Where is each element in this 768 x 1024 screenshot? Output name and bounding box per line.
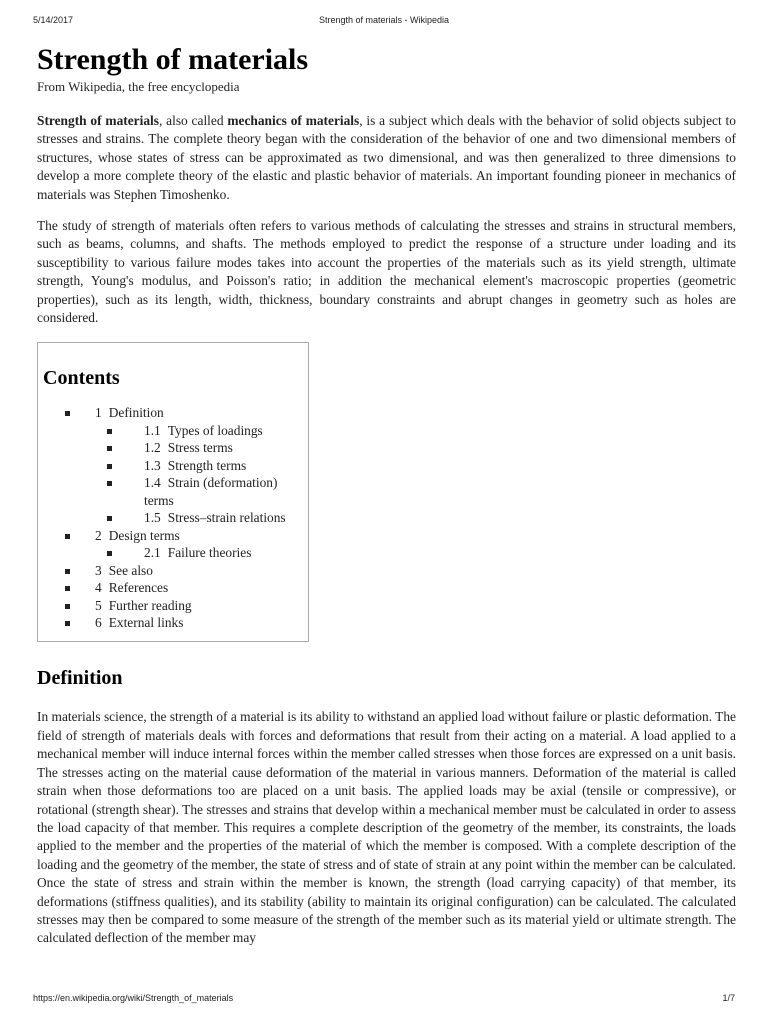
toc-item-number: 3	[95, 562, 102, 578]
toc-item-number: 4	[95, 580, 102, 596]
toc-item-label: See also	[108, 562, 153, 578]
section-heading-definition: Definition	[37, 667, 123, 690]
toc-item-label: Stress terms	[167, 440, 233, 456]
toc-item-see-also[interactable]	[43, 562, 308, 580]
article-tagline: From Wikipedia, the free encyclopedia	[37, 79, 240, 94]
toc-item-number: 1.3	[144, 457, 161, 473]
toc-item-number: 1.4	[144, 475, 161, 491]
article-content	[37, 42, 736, 948]
bullet-icon	[107, 446, 112, 451]
print-footer	[33, 993, 735, 1005]
toc-item-label: Design terms	[108, 527, 180, 543]
toc-item-number: 1.5	[144, 510, 161, 526]
bullet-icon	[65, 534, 70, 539]
toc-list	[43, 404, 308, 632]
print-date: 5/14/2017	[33, 15, 74, 25]
toc-item-label: Strength terms	[167, 457, 247, 473]
toc-item-label: Failure theories	[167, 545, 252, 561]
toc-item-label: External links	[108, 615, 184, 631]
toc-item-strain-terms[interactable]	[95, 474, 308, 509]
bullet-icon	[107, 481, 112, 486]
toc-item-number: 2.1	[144, 545, 161, 561]
toc-title: Contents	[43, 367, 120, 390]
bullet-icon	[65, 569, 70, 574]
intro-paragraph-1	[37, 112, 736, 204]
term-mechanics-of-materials: mechanics of materials	[227, 113, 360, 128]
toc-item-label: Strain (deformation) terms	[144, 475, 278, 508]
toc-sublist	[43, 544, 308, 562]
toc-item-number: 1.2	[144, 440, 161, 456]
toc-item-label: References	[108, 580, 169, 596]
toc-item-external-links[interactable]	[43, 614, 308, 632]
bullet-icon	[65, 621, 70, 626]
toc-item-stress-terms[interactable]	[95, 439, 308, 457]
print-header	[33, 15, 735, 27]
toc-item-strength-terms[interactable]	[95, 457, 308, 475]
bullet-icon	[107, 464, 112, 469]
definition-paragraph: In materials science, the strength of a material is its ability to withstand an applied load without failure or plastic deformation. The field of strength of materials deals with forces and deformations that result from their acting on a material. A load applied to a mechanical member will induce internal forces within the member called stresses when those forces are expressed on a unit basis. The stresses acting on the material cause deformation of the material in various manners. Deformation of the material is called strain when those deformations too are placed on a unit basis. The applied loads may be axial (tensile or compressive), or rotational (strength shear). The stresses and strains that develop within a mechanical member must be calculated in order to assess the load capacity of that member. This requires a complete description of the geometry of the member, its constraints, the loads applied to the member and the properties of the material of which the member is composed. With a complete description of the loading and the geometry of the member, the state of stress and of state of strain at any point within the member can be calculated. Once the state of stress and strain within the member is known, the strength (load carrying capacity) of that member, its deformations (stiffness qualities), and its stability (ability to maintain its original configuration) can be calculated. The calculated stresses may then be compared to some measure of the strength of the member such as its material yield or ultimate strength. The calculated deflection of the member may	[37, 709, 736, 946]
toc-item-number: 5	[95, 597, 102, 613]
intro-text-2: , is a subject which deals with the behavior of solid objects subject to stresses and strains. The complete theory began with the consideration of the behavior of one and two dimensional members of structures, whose states of stress can be approximated as two dimensional, and was then generalized to three dimensions to develop a more complete theory of the elastic and plastic behavior of materials. An important founding pioneer in mechanics of materials was Stephen Timoshenko.	[37, 113, 736, 202]
toc-item-label: Definition	[108, 405, 164, 421]
bullet-icon	[65, 411, 70, 416]
toc-item-failure-theories[interactable]	[95, 544, 308, 562]
toc-item-label: Types of loadings	[167, 422, 263, 438]
toc-item-stress-strain-relations[interactable]	[95, 509, 308, 527]
intro-paragraph-2: The study of strength of materials often refers to various methods of calculating the stresses and strains in structural members, such as beams, columns, and shafts. The methods employed to predict the response of a structure under loading and its susceptibility to various failure modes takes into account the properties of the materials such as its yield strength, ultimate strength, Young's modulus, and Poisson's ratio; in addition the mechanical element's macroscopic properties (geometric properties), such as its length, width, thickness, boundary constraints and abrupt changes in geometry such as holes are considered.	[37, 218, 736, 326]
bullet-icon	[65, 604, 70, 609]
bullet-icon	[107, 551, 112, 556]
toc-item-label: Further reading	[108, 597, 192, 613]
article-title: Strength of materials	[37, 43, 309, 76]
print-url: https://en.wikipedia.org/wiki/Strength_of_materials	[33, 993, 234, 1003]
toc-item-number: 6	[95, 615, 102, 631]
table-of-contents	[37, 342, 309, 642]
print-page-title: Strength of materials - Wikipedia	[318, 15, 450, 25]
toc-item-number: 1	[95, 405, 102, 421]
toc-item-label: Stress–strain relations	[167, 510, 286, 526]
bullet-icon	[107, 516, 112, 521]
print-page-count: 1/7	[722, 993, 735, 1003]
toc-item-design-terms[interactable]	[43, 527, 308, 562]
toc-item-types-of-loadings[interactable]	[95, 422, 308, 440]
toc-item-number: 1.1	[144, 422, 161, 438]
intro-text-1: , also called	[158, 113, 228, 128]
toc-item-number: 2	[95, 527, 102, 543]
toc-item-references[interactable]	[43, 579, 308, 597]
toc-item-further-reading[interactable]	[43, 597, 308, 615]
bullet-icon	[65, 586, 70, 591]
term-strength-of-materials: Strength of materials	[37, 113, 159, 128]
bullet-icon	[107, 429, 112, 434]
toc-sublist	[43, 422, 308, 527]
toc-item-definition[interactable]	[43, 404, 308, 527]
